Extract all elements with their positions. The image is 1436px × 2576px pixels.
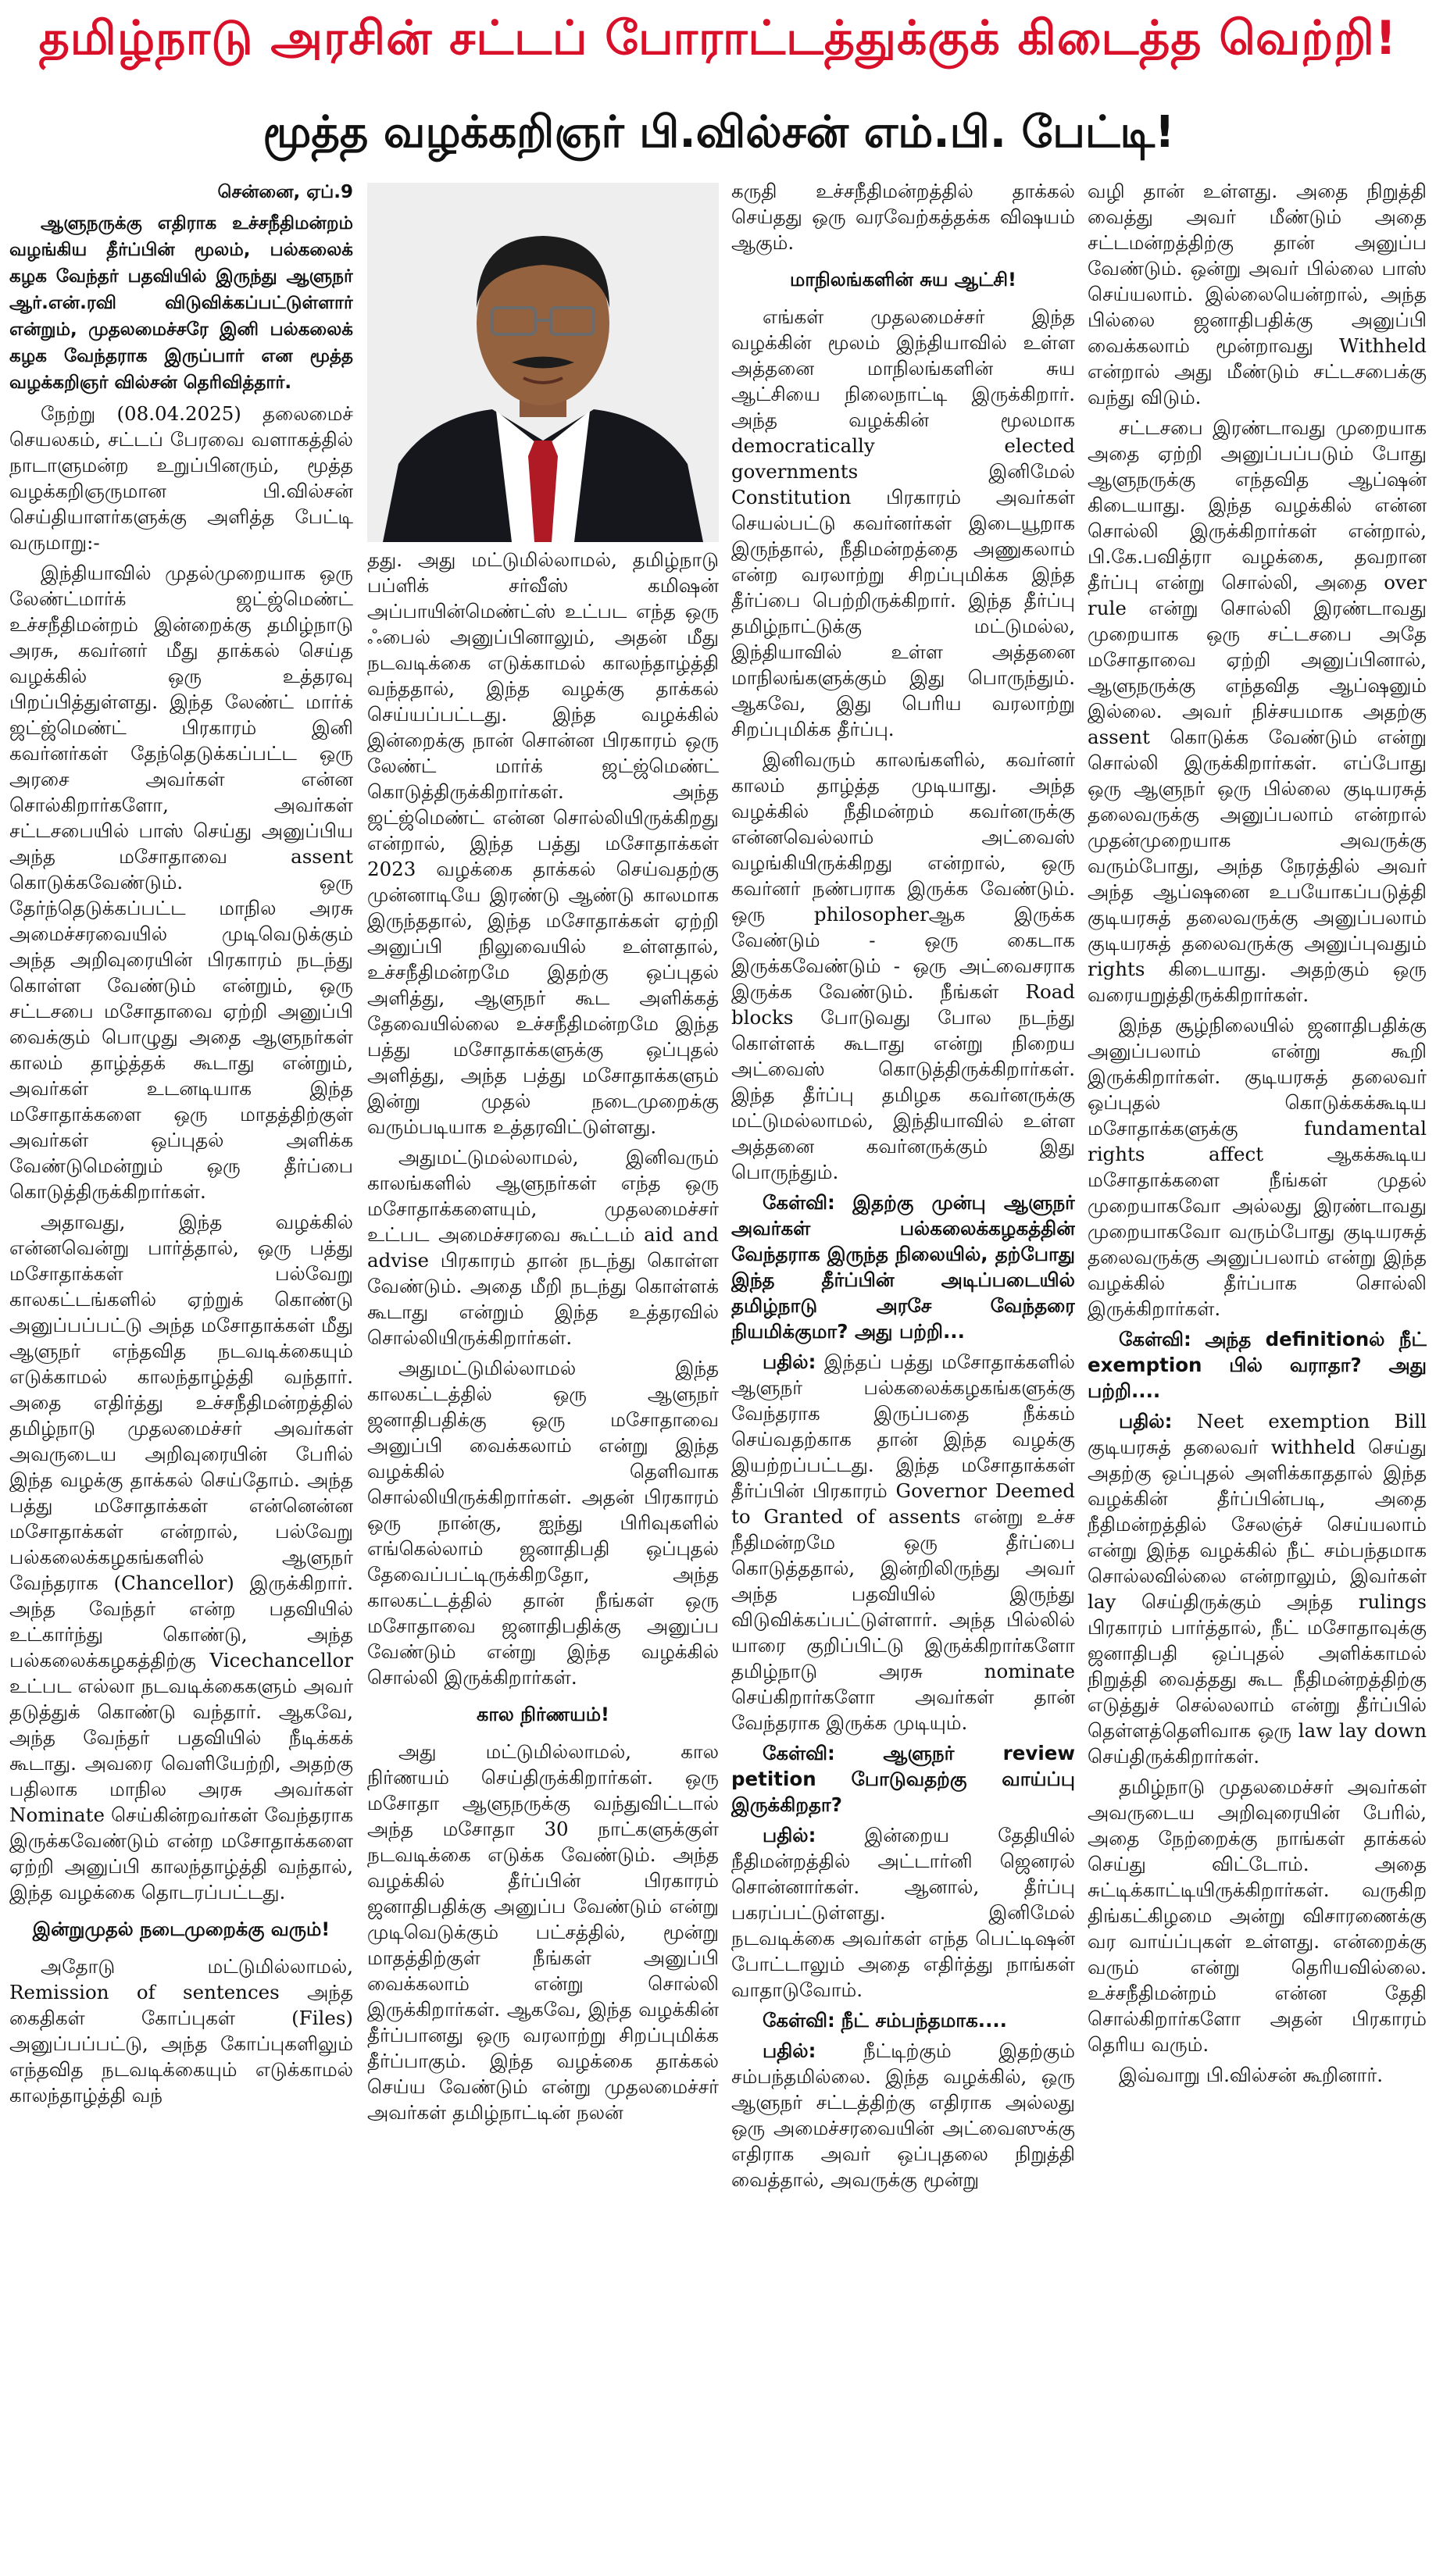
answer-text: இந்தப் பத்து மசோதாக்களில் ஆளுநர் பல்கலைக்கழகங்களுக்கு வேந்தராக இருப்பதை நீக்கம் செய்வதற்காக தான் இந்த வழக்கு இயற்றப்பட்டது. இந்த மசோதாக்கள் தீர்ப்பின் பிரகாரம் Governor Deemed to Granted of assents என்று உச்ச நீதிமன்றமே ஒரு தீர்ப்பை கொடுத்ததால், இன்றிலிருந்து அவர் அந்த பதவியில் இருந்து விடுவிக்கப்பட்டுள்ளார். அந்த பில்லில் யாரை குறிப்பிட்டு இருக்கிறார்களோ தமிழ்நாடு அரசு nominate செய்கிறார்களோ அவர்கள் தான் வேந்தராக இருக்க முடியும். — [731, 1350, 1075, 1734]
subheadline: மூத்த வழக்கறிஞர் பி.வில்சன் எம்.பி. பேட்டி! — [263, 107, 1175, 158]
subheading: மாநிலங்களின் சுய ஆட்சி! — [790, 269, 1016, 291]
question-text: அந்த definitionல் நீட் exemption பில் வராதா? அது பற்றி.... — [1088, 1328, 1427, 1402]
column-2 — [367, 547, 719, 2570]
subheading: இன்றுமுதல் நடைமுறைக்கு வரும்! — [32, 1918, 330, 1940]
answer-label: பதில்: — [763, 1350, 816, 1373]
question-text: ஆளுநர் review petition போடுவதற்கு வாய்ப்பு இருக்கிறதா? — [731, 1742, 1075, 1816]
answer-label: பதில்: — [763, 2039, 816, 2062]
paragraph: இனிவரும் காலங்களில், கவர்னர் காலம் தாழ்த்த முடியாது. அந்த வழக்கில் நீதிமன்றம் கவர்னருக்கு என்னவெல்லாம் அட்வைஸ் வழங்கியிருக்கிறது என்றால், ஒரு கவர்னர் நண்பராக இருக்க வேண்டும். ஒரு philosopherஆக இருக்க வேண்டும் - ஒரு கைடாக இருக்கவேண்டும் - ஒரு அட்வைசராக இருக்க வேண்டும். நீங்கள் Road blocks போடுவது போல நடந்து கொள்ளக் கூடாது என்று நிறைய அட்வைஸ் கொடுத்திருக்கிறார்கள். இந்த தீர்ப்பு தமிழக கவர்னருக்கு மட்டுமல்லாமல், இந்தியாவில் உள்ள அத்தனை கவர்னருக்கும் இது பொருந்தும். — [731, 748, 1075, 1183]
paragraph: வழி தான் உள்ளது. அதை நிறுத்தி வைத்து அவர் மீண்டும் அதை சட்டமன்றத்திற்கு தான் அனுப்ப வேண்டும். ஒன்று அவர் பில்லை பாஸ் செய்யலாம். இல்லையென்றால், அந்த பில்லை ஜனாதிபதிக்கு அனுப்பி வைக்கலாம் மூன்றாவது Withheld என்றால் அது மீண்டும் சட்டசபைக்கு வந்து விடும். — [1088, 180, 1427, 409]
answer-label: பதில்: — [763, 1824, 816, 1846]
portrait-photo — [367, 183, 719, 542]
question-text: நீட் சம்பந்தமாக.... — [841, 2009, 1007, 2032]
answer-paragraph — [1088, 1408, 1427, 1769]
lead-paragraph: ஆளுநருக்கு எதிராக உச்சநீதிமன்றம் வழங்கிய தீர்ப்பின் மூலம், பல்கலைக் கழக வேந்தர் பதவியில் இருந்து ஆளுநர் ஆர்.என்.ரவி விடுவிக்கப்பட்டுள்ளார் என்றும், முதலமைச்சரே இனி பல்கலைக் கழக வேந்தராக இருப்பார் என மூத்த வழக்கறிஞர் வில்சன் தெரிவித்தார். — [9, 213, 353, 393]
question-label: கேள்வி: — [763, 2009, 835, 2032]
column-1 — [9, 180, 353, 2570]
answer-text: இன்றைய தேதியில் நீதிமன்றத்தில் அட்டார்னி ஜெனரல் சொன்னார்கள். ஆனால், தீர்ப்பு பகரப்பட்டுள்ளது. இனிமேல் நடவடிக்கை அவர்கள் எந்த பெட்டிஷன் போட்டாலும் அதை எதிர்த்து நாங்கள் வாதாடுவோம். — [731, 1824, 1075, 2001]
portrait-illustration — [367, 183, 719, 542]
question-paragraph — [731, 2007, 1075, 2033]
question-label: கேள்வி: — [763, 1191, 835, 1214]
paragraph: எங்கள் முதலமைச்சர் இந்த வழக்கின் மூலம் இந்தியாவில் உள்ள அத்தனை மாநிலங்களின் சுய ஆட்சியை நிலைநாட்டி இருக்கிறார். அந்த வழக்கின் மூலமாக democratically elected governments இனிமேல் Constitution பிரகாரம் அவர்கள் செயல்பட்டு கவர்னர்கள் இடையூறாக இருந்தால், நீதிமன்றத்தை அணுகலாம் என்ற வரலாற்று சிறப்புமிக்க இந்த தீர்ப்பை பெற்றிருக்கிறார். இந்த தீர்ப்பு தமிழ்நாட்டுக்கு மட்டுமல்ல, இந்தியாவில் உள்ள அத்தனை மாநிலங்களுக்கும் இது பொருந்தும். ஆகவே, இது பெரிய வரலாற்று சிறப்புமிக்க தீர்ப்பு. — [731, 305, 1075, 740]
column-4 — [1088, 178, 1427, 2570]
question-label: கேள்வி: — [763, 1742, 835, 1764]
paragraph: இவ்வாறு பி.வில்சன் கூறினார். — [1119, 2064, 1384, 2086]
question-paragraph — [1088, 1326, 1427, 1404]
column-3 — [731, 178, 1075, 2570]
paragraph: நேற்று (08.04.2025) தலைமைச் செயலகம், சட்டப் பேரவை வளாகத்தில் நாடாளுமன்ற உறுப்பினரும், மூத்த வழக்கறிஞருமான பி.வில்சன் செய்தியாளர்களுக்கு அளித்த பேட்டி வருமாறு:- — [9, 402, 353, 554]
question-label: கேள்வி: — [1119, 1328, 1191, 1350]
paragraph: அதுமட்டுமில்லாமல் இந்த காலகட்டத்தில் ஒரு ஆளுநர் ஜனாதிபதிக்கு ஒரு மசோதாவை அனுப்பி வைக்கலாம் என்று இந்த வழக்கில் தெளிவாக சொல்லியிருக்கிறார்கள். அதன் பிரகாரம் ஒரு நான்கு, ஐந்து பிரிவுகளில் எங்கெல்லாம் ஜனாதிபதி ஒப்புதல் தேவைப்பட்டிருக்கிறதோ, அந்த காலகட்டத்தில் தான் நீங்கள் ஒரு மசோதாவை ஜனாதிபதிக்கு அனுப்ப வேண்டும் என்று இந்த வழக்கில் சொல்லி இருக்கிறார்கள். — [367, 1357, 719, 1689]
answer-text: Neet exemption Bill குடியரசுத் தலைவர் withheld செய்து அதற்கு ஒப்புதல் அளிக்காததால் இந்த வழக்கின் தீர்ப்பின்படி, அதை நீதிமன்றத்தில் சேலஞ்ச் செய்யலாம் என்று இந்த வழக்கில் நீட் சம்பந்தமாக சொல்லவில்லை என்றாலும், இவர்கள் lay செய்திருக்கும் அந்த rulings பிரகாரம் பார்த்தால், நீட் மசோதாவுக்கு ஜனாதிபதி ஒப்புதல் அளிக்காமல் நிறுத்தி வைத்தது கூட நீதிமன்றத்திற்கு எடுத்துச் செல்லலாம் என்று தீர்ப்பில் தெள்ளத்தெளிவாக ஒரு law lay down செய்திருக்கிறார்கள். — [1088, 1410, 1427, 1768]
answer-text: நீட்டிற்கும் இதற்கும் சம்பந்தமில்லை. இந்த வழக்கில், ஒரு ஆளுநர் சட்டத்திற்கு எதிராக அல்லது ஒரு அமைச்சரவையின் அட்வைஸுக்கு எதிராக அவர் ஒப்புதலை நிறுத்தி வைத்தால், அவருக்கு மூன்று — [731, 2039, 1075, 2191]
subheading: கால நிர்ணயம்! — [477, 1704, 609, 1725]
paragraph: அதாவது, இந்த வழக்கில் என்னவென்று பார்த்தால், ஒரு பத்து மசோதாக்கள் பல்வேறு காலகட்டங்களில் ஏற்றுக் கொண்டு அனுப்பப்பட்டு அந்த மசோதாக்கள் மீது ஆளுநர் எந்தவித நடவடிக்கையும் எடுக்காமல் காலந்தாழ்த்தி வந்தார். அதை எதிர்த்து உச்சநீதிமன்றத்தில் தமிழ்நாடு முதலமைச்சர் அவர்கள் அவருடைய அறிவுரையின் பேரில் இந்த வழக்கு தாக்கல் செய்தோம். அந்த பத்து மசோதாக்கள் என்னென்ன மசோதாக்கள் என்றால், பல்வேறு பல்கலைக்கழகங்களில் ஆளுநர் வேந்தராக (Chancellor) இருக்கிறார். அந்த வேந்தர் என்ற பதவியில் உட்கார்ந்து கொண்டு, அந்த பல்கலைக்கழகத்திற்கு Vicechancellor உட்பட எல்லா நடவடிக்கைகளும் அவர் தடுத்துக் கொண்டு வந்தார். ஆகவே, அந்த வேந்தர் பதவியில் நீடிக்கக் கூடாது. அவரை வெளியேற்றி, அதற்கு பதிலாக மாநில அரசு அவர்கள் Nominate செய்கின்றவர்கள் வேந்தராக இருக்கவேண்டும் என்ற மசோதாக்களை ஏற்றி அனுப்பி காலந்தாழ்த்தி வந்தால், இந்த வழக்கை தொடரப்பட்டது. — [9, 1211, 353, 1903]
paragraph: இந்தியாவில் முதல்முறையாக ஒரு லேண்ட்மார்க் ஜட்ஜ்மெண்ட் உச்சநீதிமன்றம் இன்றைக்கு தமிழ்நாடு அரசு, கவர்னர் மீது தாக்கல் செய்த வழக்கில் ஒரு உத்தரவு பிறப்பித்துள்ளது. இந்த லேண்ட் மார்க் ஜட்ஜ்மெண்ட் பிரகாரம் இனி கவர்னர்கள் தேந்தெடுக்கப்பட்ட ஒரு அரசை அவர்கள் என்ன சொல்கிறார்களோ, அவர்கள் சட்டசபையில் பாஸ் செய்து அனுப்பிய அந்த மசோதாவை assent கொடுக்கவேண்டும். ஒரு தேர்ந்தெடுக்கப்பட்ட மாநில அரசு அமைச்சரவையில் முடிவெடுக்கும் அந்த அறிவுரையின் பிரகாரம் நடந்து கொள்ள வேண்டும் என்றும், ஒரு சட்டசபை மசோதாவை ஏற்றி அனுப்பி வைக்கும் பொழுது அதை ஆளுநர்கள் காலம் தாழ்த்தக் கூடாது என்றும், அவர்கள் உடனடியாக இந்த மசோதாக்களை ஒரு மாதத்திற்குள் அவர்கள் ஒப்புதல் அளிக்க வேண்டுமென்றும் ஒரு தீர்ப்பை கொடுத்திருக்கிறார்கள். — [9, 562, 353, 1203]
dateline: சென்னை, ஏப்.9 — [217, 182, 353, 202]
answer-paragraph — [731, 2038, 1075, 2192]
paragraph: அது மட்டுமில்லாமல், கால நிர்ணயம் செய்திருக்கிறார்கள். ஒரு மசோதா ஆளுநருக்கு வந்துவிட்டால் அந்த மசோதா 30 நாட்களுக்குள் நடவடிக்கை எடுக்க வேண்டும். அந்த வழக்கில் தீர்ப்பின் பிரகாரம் ஜனாதிபதிக்கு அனுப்ப வேண்டும் என்று முடிவெடுக்கும் பட்சத்தில், மூன்று மாதத்திற்குள் நீங்கள் அனுப்பி வைக்கலாம் என்று சொல்லி இருக்கிறார்கள். ஆகவே, இந்த வழக்கின் தீர்ப்பானது ஒரு வரலாற்று சிறப்புமிக்க தீர்ப்பாகும். இந்த வழக்கை தாக்கல் செய்ய வேண்டும் என்று முதலமைச்சர் அவர்கள் தமிழ்நாட்டின் நலன் — [367, 1740, 719, 2124]
headline: தமிழ்நாடு அரசின் சட்டப் போராட்டத்துக்குக் கிடைத்த வெற்றி! — [38, 11, 1398, 66]
paragraph: கருதி உச்சநீதிமன்றத்தில் தாக்கல் செய்தது ஒரு வரவேற்கத்தக்க விஷயம் ஆகும். — [731, 180, 1075, 254]
paragraph: சட்டசபை இரண்டாவது முறையாக அதை ஏற்றி அனுப்பப்படும் போது ஆளுநருக்கு எந்தவித ஆப்ஷன் கிடையாது. இந்த வழக்கில் என்ன சொல்லி இருக்கிறார்கள் என்றால், பி.கே.பவித்ரா வழக்கை, தவறான தீர்ப்பு என்று சொல்லி, அதை over rule என்று சொல்லி இரண்டாவது முறையாக ஒரு சட்டசபை அதே மசோதாவை ஏற்றி அனுப்பினால், ஆளுநருக்கு எந்தவித ஆப்ஷனும் இல்லை. அவர் நிச்சயமாக அதற்கு assent கொடுக்க வேண்டும் என்று சொல்லி இருக்கிறார்கள். எப்போது ஒரு ஆளுநர் ஒரு பில்லை குடியரசுத் தலைவருக்கு அனுப்பலாம் என்றால் முதன்முறையாக அவருக்கு வரும்போது, அந்த நேரத்தில் அவர் அந்த ஆப்ஷனை உபயோகப்படுத்தி குடியரசுத் தலைவருக்கு அனுப்பலாம் குடியரசுத் தலைவருக்கு அனுப்புவதும் rights கிடையாது. அதற்கும் ஒரு வரையறுத்திருக்கிறார்கள். — [1088, 416, 1427, 1006]
question-paragraph — [731, 1190, 1075, 1344]
question-paragraph — [731, 1740, 1075, 1818]
answer-paragraph — [731, 1822, 1075, 2003]
paragraph: அதுமட்டுமல்லாமல், இனிவரும் காலங்களில் ஆளுநர்கள் எந்த ஒரு மசோதாக்களையும், முதலமைச்சர் உட்பட அமைச்சரவை கூட்டம் aid and advise பிரகாரம் தான் நடந்து கொள்ள வேண்டும். அதை மீறி நடந்து கொள்ளக் கூடாது என்றும் இந்த உத்தரவில் சொல்லியிருக்கிறார்கள். — [367, 1146, 719, 1349]
question-text: இதற்கு முன்பு ஆளுநர் அவர்கள் பல்கலைக்கழகத்தின் வேந்தராக இருந்த நிலையில், தற்போது இந்த தீர்ப்பின் அடிப்படையில் தமிழ்நாடு அரசே வேந்தரை நியமிக்குமா? அது பற்றி... — [731, 1191, 1075, 1343]
paragraph: தது. அது மட்டுமில்லாமல், தமிழ்நாடு பப்ளிக் சர்வீஸ் கமிஷன் அப்பாயின்மெண்ட்ஸ் உட்பட எந்த ஒரு ஃபைல் அனுப்பினாலும், அதன் மீது நடவடிக்கை எடுக்காமல் காலந்தாழ்த்தி வந்ததால், இந்த வழக்கு தாக்கல் செய்யப்பட்டது. இந்த வழக்கில் இன்றைக்கு நான் சொன்ன பிரகாரம் ஒரு லேண்ட் மார்க் ஜட்ஜ்மெண்ட் கொடுத்திருக்கிறார்கள். அந்த ஜட்ஜ்மெண்ட் என்ன சொல்லியிருக்கிறது என்றால், இந்த பத்து மசோதாக்கள் 2023 வழக்கை தாக்கல் செய்வதற்கு முன்னாடியே இரண்டு ஆண்டு காலமாக இருந்ததால், இந்த மசோதாக்கள் ஏற்றி அனுப்பி நிலுவையில் உள்ளதால், உச்சநீதிமன்றமே இதற்கு ஒப்புதல் அளித்து, ஆளுநர் கூட அளிக்கத் தேவையில்லை உச்சநீதிமன்றமே இந்த பத்து மசோதாக்களுக்கு ஒப்புதல் அளித்து, அந்த பத்து மசோதாக்களும் இன்று முதல் நடைமுறைக்கு வரும்படியாக உத்தரவிட்டுள்ளது. — [367, 548, 719, 1138]
paragraph: தமிழ்நாடு முதலமைச்சர் அவர்கள் அவருடைய அறிவுரையின் பேரில், அதை நேற்றைக்கு நாங்கள் தாக்கல் செய்து விட்டோம். அதை சுட்டிக்காட்டியிருக்கிறார்கள். வருகிற திங்கட்கிழமை அன்று விசாரணைக்கு வர வாய்ப்புகள் உள்ளது. என்றைக்கு வரும் என்று தெரியவில்லை. உச்சநீதிமன்றம் என்ன தேதி சொல்கிறார்களோ அதன் பிரகாரம் தெரிய வரும். — [1088, 1775, 1427, 2056]
paragraph: அதோடு மட்டுமில்லாமல், Remission of sentences அந்த கைதிகள் கோப்புகள் (Files) அனுப்பப்பட்டு, அந்த கோப்புகளிலும் எந்தவித நடவடிக்கையும் எடுக்காமல் காலந்தாழ்த்தி வந் — [9, 1955, 353, 2107]
answer-paragraph — [731, 1349, 1075, 1736]
paragraph: இந்த சூழ்நிலையில் ஜனாதிபதிக்கு அனுப்பலாம் என்று கூறி இருக்கிறார்கள். குடியரசுத் தலைவர் ஒப்புதல் கொடுக்கக்கூடிய மசோதாக்களுக்கு fundamental rights affect ஆகக்கூடிய மசோதாக்களை நீங்கள் முதல் முறையாகவோ அல்லது இரண்டாவது முறையாகவோ வரும்போது குடியரசுத் தலைவருக்கு அனுப்பலாம் என்று இந்த வழக்கில் தீர்ப்பாக சொல்லி இருக்கிறார்கள். — [1088, 1014, 1427, 1320]
answer-label: பதில்: — [1119, 1410, 1173, 1432]
